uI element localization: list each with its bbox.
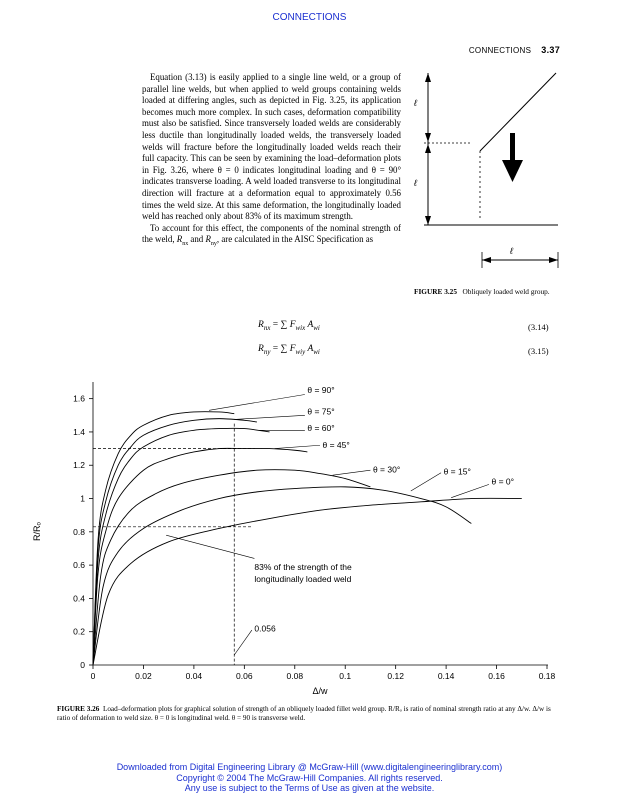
body-text <box>142 72 401 251</box>
rnx-symbol: R <box>176 234 183 245</box>
dim-label-mid: ℓ <box>414 178 417 188</box>
series-line-0 <box>93 412 234 665</box>
series-label-6: θ = 0° <box>491 476 515 487</box>
leader-line-5 <box>411 473 441 491</box>
y-tick-label: 1.6 <box>73 393 85 404</box>
x-tick-label: 0.04 <box>185 671 203 681</box>
annotation-leader-83 <box>166 535 254 558</box>
x-tick-label: 0 <box>90 671 96 681</box>
y-tick-label: 0.8 <box>73 526 85 537</box>
footer-line-1: Downloaded from Digital Engineering Library @ McGraw-Hill (www.digitalengineeringlibrary.com) <box>116 762 503 772</box>
figure-3-25-label: FIGURE 3.25 <box>414 287 457 296</box>
footer <box>0 762 619 794</box>
chart-axes <box>32 382 556 696</box>
x-tick-label: 0.14 <box>437 671 455 681</box>
eq-a-sub: wi <box>313 347 320 356</box>
arrowhead-mid-down <box>425 144 431 153</box>
annotation-0056: 0.056 <box>254 623 276 634</box>
x-tick-label: 0.16 <box>488 671 505 681</box>
running-head <box>430 45 560 55</box>
arrowhead-top <box>425 73 431 82</box>
eq-sum: = ∑ <box>270 344 290 354</box>
equation-3-14-number: (3.14) <box>528 322 549 332</box>
x-tick-label: 0.12 <box>387 671 404 681</box>
paragraph-2-pre: To account for this effect, the components of the nominal strength of the weld, <box>142 222 401 245</box>
top-banner: CONNECTIONS <box>272 12 347 23</box>
y-tick-label: 1.4 <box>73 426 85 437</box>
figure-3-25 <box>410 68 570 284</box>
series-label-4: θ = 30° <box>372 464 401 475</box>
y-tick-label: 0.4 <box>73 593 85 604</box>
eq-lhs: R <box>258 320 264 330</box>
series-label-2: θ = 60° <box>307 423 335 434</box>
figure-3-26-caption <box>57 705 562 724</box>
paragraph-1: Equation (3.13) is easily applied to a single line weld, or a group of parallel line welds, but when applied to weld groups containing welds loaded at differing angles, such as depicted in Fig. 3.25, its application becomes much more complex. In such cases, deformation compatibility must also be satisfied. Since transversely loaded welds are considerably less ductile than longitudinally loaded welds, the transversely loaded welds will fracture before the longitudinally loaded welds reach their full capacity. This can be seen by examining the load–deformation plots in Fig. 3.26, where θ = 0 indicates longitudinal loading and θ = 90° indicates transverse loading. A weld loaded transverse to its longitudinal direction will fracture at a deformation equal to approximately 0.56 times the weld size. At this same deformation, the longitudinally loaded weld has reached only about 83% of its maximum strength. <box>142 72 401 222</box>
dim-label-top: ℓ <box>414 98 417 108</box>
series-line-2 <box>93 428 270 665</box>
equation-3-15-number: (3.15) <box>528 346 549 356</box>
y-tick-label: 1.2 <box>73 460 85 471</box>
figure-3-25-caption <box>414 287 562 297</box>
and-word: and <box>188 234 206 245</box>
leader-line-3 <box>275 445 320 448</box>
x-tick-label: 0.18 <box>538 671 556 681</box>
load-arrow-head <box>502 160 523 182</box>
x-tick-label: 0.08 <box>286 671 304 681</box>
eq-f: F <box>289 344 296 354</box>
annotation-83-line-2: longitudinally loaded weld <box>254 573 352 584</box>
x-axis-label: Δ/w <box>312 686 328 696</box>
equation-3-15 <box>258 344 320 356</box>
y-axis-label: R/Rₒ <box>32 522 42 541</box>
leader-line-0 <box>209 394 305 410</box>
eq-a-sub: wi <box>313 323 320 332</box>
footer-line-3: Any use is subject to the Terms of Use as given at the website. <box>184 783 435 793</box>
y-tick-label: 0 <box>80 660 85 670</box>
figure-3-25-text: Obliquely loaded weld group. <box>462 287 550 296</box>
equation-3-14 <box>258 320 320 332</box>
bottom-arrow-left <box>482 257 491 263</box>
annotation-83-line-1: 83% of the strength of the <box>254 562 352 573</box>
series-label-1: θ = 75° <box>307 406 335 417</box>
running-title: CONNECTIONS <box>468 46 532 55</box>
chart-curves <box>93 412 522 665</box>
eq-sum: = ∑ <box>270 320 290 330</box>
x-tick-label: 0.06 <box>236 671 253 681</box>
page-number: 3.37 <box>541 45 560 55</box>
eq-a: A <box>305 320 314 330</box>
series-label-5: θ = 15° <box>443 466 471 477</box>
chart-labels <box>166 385 514 655</box>
annotation-leader-0056 <box>234 630 252 655</box>
leader-line-4 <box>333 470 371 475</box>
series-label-3: θ = 45° <box>322 439 350 450</box>
y-tick-label: 0.6 <box>73 560 85 571</box>
figure-3-26-text: Load–deformation plots for graphical solution of strength of an obliquely loaded fillet weld group. R/Rₒ is ratio of nominal strength ratio at any Δ/w. Δ/w is ratio of deformation to weld size. θ = 0 is longitudinal weld. θ = 90 is transverse weld. <box>57 705 551 723</box>
footer-line-2: Copyright © 2004 The McGraw-Hill Companies. All rights reserved. <box>176 772 443 783</box>
dim-label-bottom: ℓ <box>510 246 513 256</box>
figure-3-26-chart <box>20 375 580 700</box>
chart-guides <box>93 424 252 665</box>
paragraph-2-post: , are calculated in the AISC Specification as <box>216 234 374 245</box>
y-tick-label: 1 <box>80 493 85 504</box>
arrowhead-mid-up <box>425 133 431 142</box>
paragraph-2 <box>142 223 401 251</box>
oblique-weld-line <box>480 73 556 151</box>
load-arrow-shaft <box>510 133 515 161</box>
eq-f-sub: wix <box>295 323 306 332</box>
eq-lhs: R <box>258 344 264 354</box>
eq-f-sub: wiy <box>295 347 306 356</box>
leader-line-6 <box>451 484 489 497</box>
bottom-arrow-right <box>549 257 558 263</box>
rny-sub: ny <box>210 241 217 248</box>
arrowhead-bottom <box>425 216 431 225</box>
x-tick-label: 0.02 <box>135 671 152 681</box>
series-label-0: θ = 90° <box>307 384 335 395</box>
eq-lhs-sub: nx <box>263 323 271 332</box>
rnx-sub: nx <box>182 241 189 248</box>
x-tick-label: 0.1 <box>339 671 352 681</box>
y-tick-label: 0.2 <box>73 626 85 637</box>
eq-lhs-sub: ny <box>263 347 271 356</box>
eq-f: F <box>289 320 296 330</box>
leader-line-1 <box>234 415 305 419</box>
eq-a: A <box>305 344 314 354</box>
figure-3-26-label: FIGURE 3.26 <box>57 705 100 713</box>
rny-symbol: R <box>205 234 211 245</box>
